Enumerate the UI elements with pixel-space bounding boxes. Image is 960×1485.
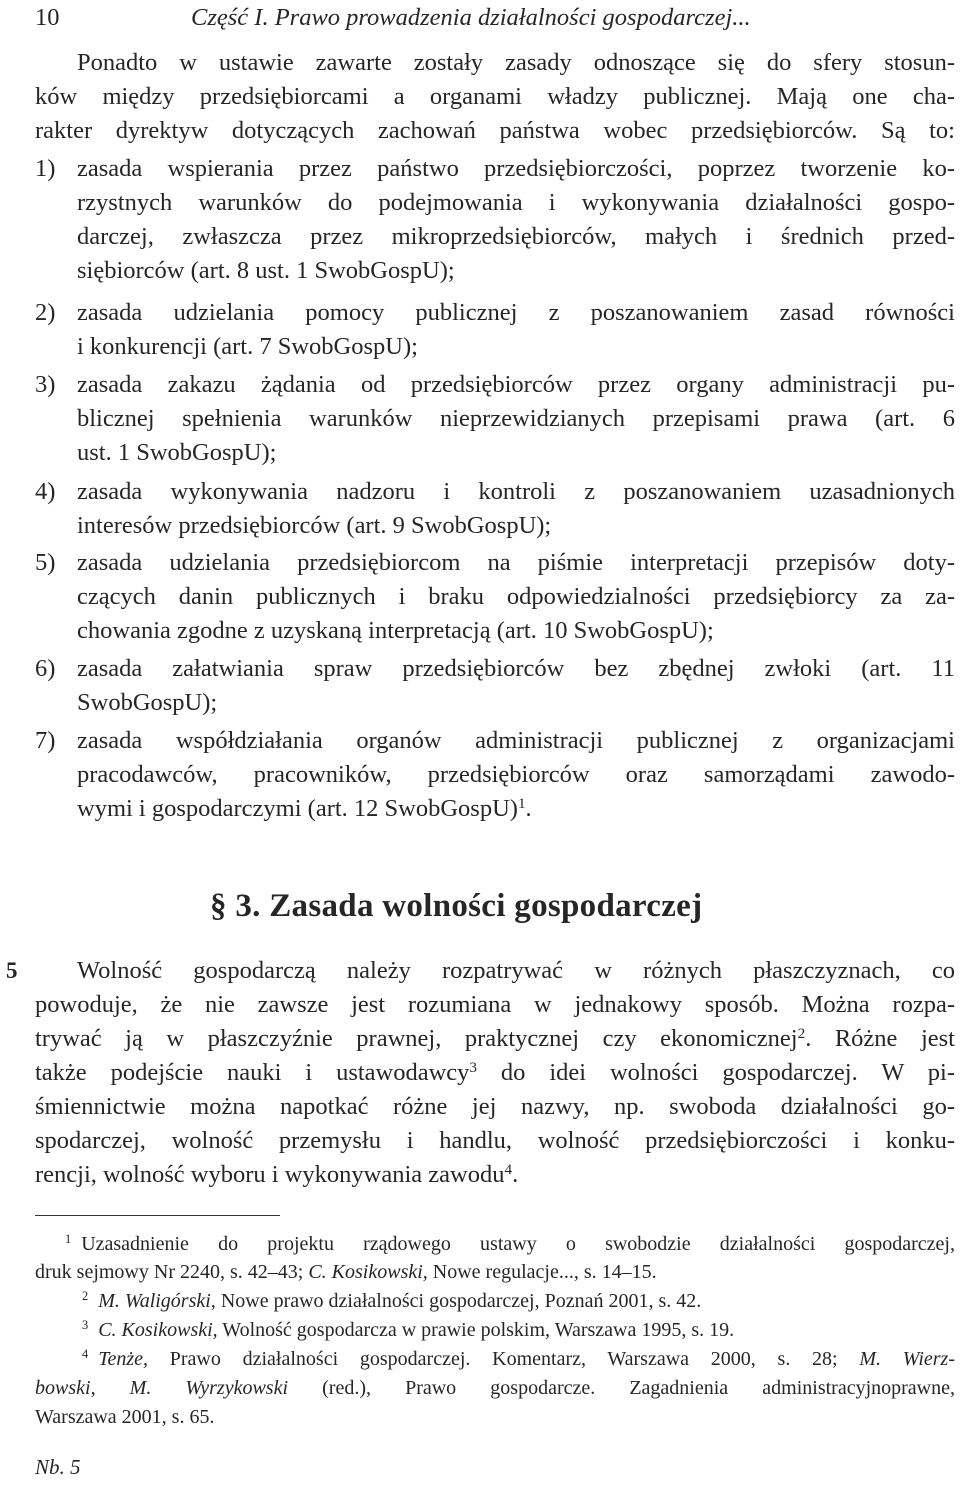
footnote-2-author: M. Waligórski, — [98, 1290, 216, 1312]
intro-line-1: Ponadto w ustawie zawarte zostały zasady odnoszące się do sfery stosun- — [77, 49, 955, 76]
list-item-7-line-3 — [77, 792, 532, 826]
paragraph-line-5: śmiennictwie można napotkać różne jej nazwy, np. swoboda działalności go- — [35, 1093, 955, 1120]
footnote-4-line-1 — [82, 1345, 955, 1373]
list-item-4-line-2: interesów przedsiębiorców (art. 9 SwobGospU); — [77, 512, 552, 539]
footnote-4-author-3: M. Wyrzykowski — [129, 1377, 289, 1399]
running-title: Część I. Prawo prowadzenia działalności gospodarczej... — [191, 4, 751, 31]
paragraph-line-7-b: . — [512, 1161, 519, 1188]
footnote-4-line-3: Warszawa 2001, s. 65. — [35, 1406, 215, 1428]
footnote-4-line-2 — [35, 1374, 955, 1402]
list-item-1-line-1: zasada wspierania przez państwo przedsiębiorczości, poprzez tworzenie ko- — [77, 155, 955, 182]
paragraph-line-7-a: rencji, wolność wyboru i wykonywania zawodu — [35, 1161, 505, 1188]
footnote-3-text: Wolność gospodarcza w prawie polskim, Warszawa 1995, s. 19. — [217, 1319, 735, 1341]
list-marker-3: 3) — [35, 371, 56, 398]
list-item-2-line-2: i konkurencji (art. 7 SwobGospU); — [77, 333, 418, 360]
footnote-ref-4[interactable]: 4 — [504, 1160, 513, 1178]
paragraph-line-4-a: także podejście nauki i ustawodawcy — [35, 1059, 470, 1086]
page-number: 10 — [35, 4, 60, 31]
paragraph-line-7 — [35, 1158, 518, 1192]
footnote-2-number: 2 — [82, 1289, 89, 1304]
paragraph-line-1: Wolność gospodarczą należy rozpatrywać w różnych płaszczyznach, co — [77, 957, 955, 984]
footnote-2 — [82, 1287, 701, 1315]
list-marker-2: 2) — [35, 299, 56, 326]
footnote-ref-1[interactable]: 1 — [517, 794, 526, 812]
paragraph-line-4-b: do idei wolności gospodarczej. W pi- — [477, 1059, 955, 1086]
paragraph-line-2: powoduje, że nie zawsze jest rozumiana w jednakowy sposób. Można rozpa- — [35, 991, 955, 1018]
footnote-2-text: Nowe prawo działalności gospodarczej, Poznań 2001, s. 42. — [215, 1290, 702, 1312]
footnote-3 — [82, 1316, 734, 1344]
footnote-1-text: Uzasadnienie do projektu rządowego ustawy o swobodzie działalności gospodarczej, — [81, 1233, 955, 1255]
footnote-1-line-2 — [35, 1258, 657, 1286]
list-item-3-line-2: blicznej spełnienia warunków nieprzewidzianych przepisami prawa (art. 6 — [77, 405, 955, 432]
footnote-1-text-3: Nowe regulacje..., s. 14–15. — [427, 1261, 657, 1283]
footnote-ref-3[interactable]: 3 — [469, 1058, 478, 1076]
margin-number: 5 — [6, 958, 18, 983]
footnote-1-number: 1 — [65, 1232, 72, 1247]
footnote-ref-2[interactable]: 2 — [797, 1024, 806, 1042]
paragraph-line-3-a: trywać ją w płaszczyźnie prawnej, praktycznej czy ekonomicznej — [35, 1025, 798, 1052]
margin-note-footer: Nb. 5 — [35, 1455, 81, 1479]
footnote-1-author: C. Kosikowski, — [308, 1261, 428, 1283]
footnote-1-text-2: druk sejmowy Nr 2240, s. 42–43; — [35, 1261, 309, 1283]
footnote-4-author-2: M. Wierz- — [859, 1348, 955, 1370]
paragraph-line-4 — [35, 1056, 955, 1090]
list-item-5-line-1: zasada udzielania przedsiębiorcom na piśmie interpretacji przepisów doty- — [77, 549, 955, 576]
footnote-3-number: 3 — [82, 1318, 89, 1333]
list-marker-7: 7) — [35, 727, 56, 754]
paragraph-line-3-b: . Różne jest — [805, 1025, 955, 1052]
list-item-2-line-1: zasada udzielania pomocy publicznej z poszanowaniem zasad równości — [77, 299, 955, 326]
list-item-7-line-2: pracodawców, pracowników, przedsiębiorców oraz samorządami zawodo- — [77, 761, 955, 788]
intro-line-3: rakter dyrektyw dotyczących zachowań państwa wobec przedsiębiorców. Są to: — [35, 117, 955, 144]
list-marker-6: 6) — [35, 655, 56, 682]
list-item-5-line-3: chowania zgodne z uzyskaną interpretacją (art. 10 SwobGospU); — [77, 617, 714, 644]
list-item-7-tail: . — [525, 795, 532, 822]
intro-line-2: ków między przedsiębiorcami a organami władzy publicznej. Mają one cha- — [35, 83, 955, 110]
list-marker-4: 4) — [35, 478, 56, 505]
list-item-1-line-2: rzystnych warunków do podejmowania i wykonywania działalności gospo- — [77, 189, 955, 216]
list-marker-1: 1) — [35, 155, 56, 182]
footnote-4-text: Prawo działalności gospodarczej. Komentarz, Warszawa 2000, s. 28; — [148, 1348, 860, 1370]
list-item-3-line-1: zasada zakazu żądania od przedsiębiorców przez organy administracji pu- — [77, 371, 955, 398]
list-item-7-text: wymi i gospodarczymi (art. 12 SwobGospU) — [77, 795, 518, 822]
list-item-5-line-2: czących danin publicznych i braku odpowiedzialności przedsiębiorcy za za- — [77, 583, 955, 610]
list-item-1-line-3: darczej, zwłaszcza przez mikroprzedsiębiorców, małych i średnich przed- — [77, 223, 955, 250]
list-marker-5: 5) — [35, 549, 56, 576]
footnote-4-number: 4 — [82, 1347, 89, 1362]
paragraph-line-3 — [35, 1022, 955, 1056]
footnote-4-text-2: (red.), Prawo gospodarcze. Zagadnienia administracyjnoprawne, — [288, 1377, 955, 1399]
list-item-7-line-1: zasada współdziałania organów administracji publicznej z organizacjami — [77, 727, 955, 754]
footnote-3-author: C. Kosikowski, — [98, 1319, 218, 1341]
list-item-3-line-3: ust. 1 SwobGospU); — [77, 439, 277, 466]
footnote-rule — [35, 1215, 280, 1216]
footnote-1-line-1: ​ $^1$ Uzasadnienie do projektu rządowego ustawy o swobodzie działalności gospodarczej, — [35, 1232, 955, 1255]
list-item-1-line-4: siębiorców (art. 8 ust. 1 SwobGospU); — [77, 257, 455, 284]
footnote-4-sep: , — [90, 1377, 130, 1399]
paragraph-line-6: spodarczej, wolność przemysłu i handlu, wolność przedsiębiorczości i konku- — [35, 1127, 955, 1154]
footnote-4-author-2b: bowski — [35, 1377, 91, 1399]
list-item-6-line-2: SwobGospU); — [77, 689, 218, 716]
section-heading: § 3. Zasada wolności gospodarczej — [210, 888, 703, 924]
list-item-6-line-1: zasada załatwiania spraw przedsiębiorców bez zbędnej zwłoki (art. 11 — [77, 655, 955, 682]
list-item-4-line-1: zasada wykonywania nadzoru i kontroli z poszanowaniem uzasadnionych — [77, 478, 955, 505]
footnote-4-author: Tenże, — [98, 1348, 149, 1370]
